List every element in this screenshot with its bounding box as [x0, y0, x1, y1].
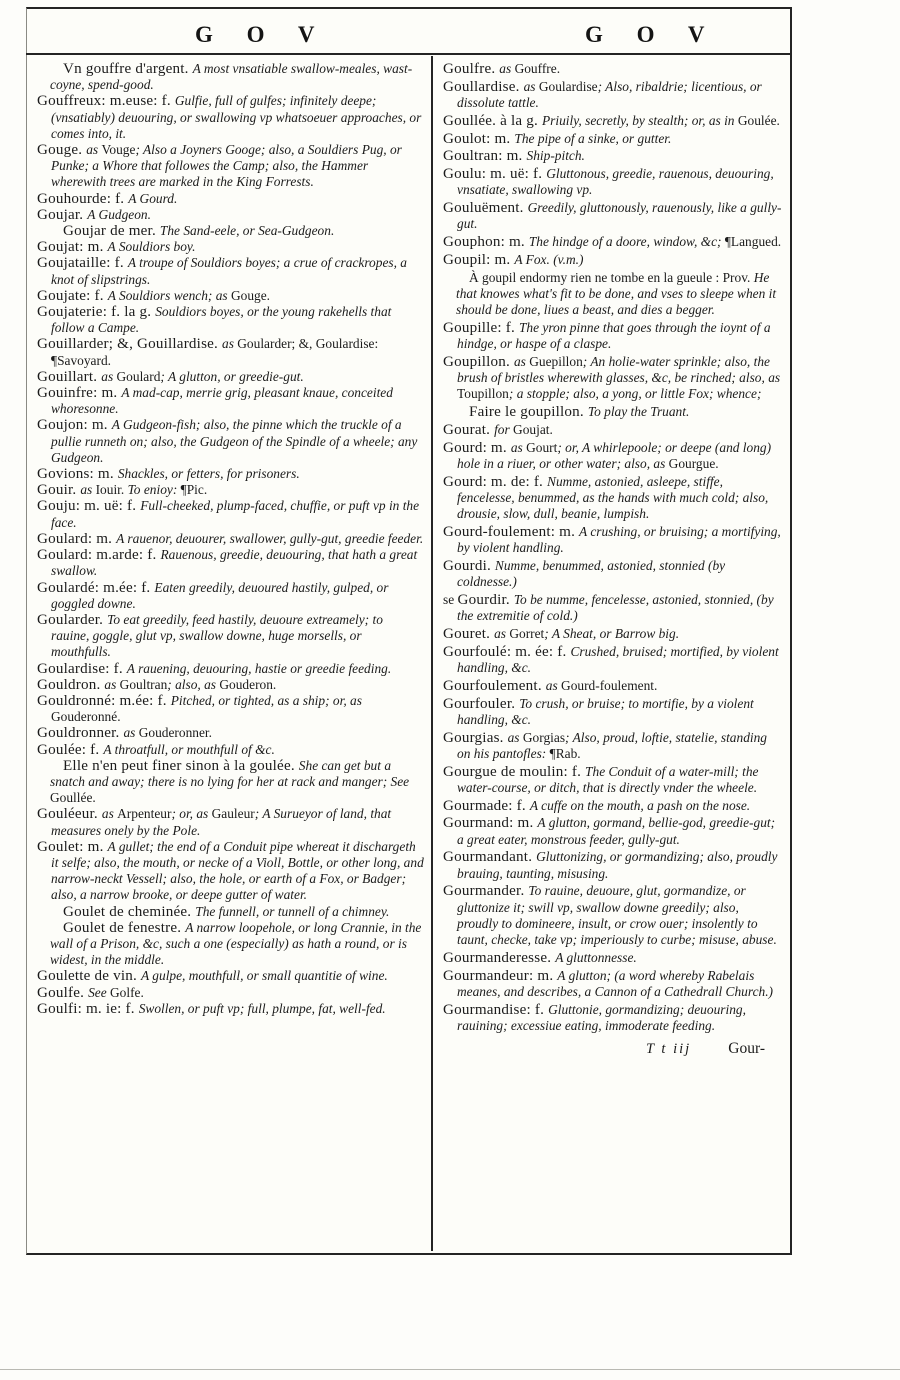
- dictionary-entry: [37, 661, 424, 677]
- dictionary-entry: [443, 592, 783, 624]
- entry-headword: Goulfre.: [443, 61, 500, 77]
- entry-crossref: Gourd-foulement.: [561, 677, 658, 693]
- entry-headword: Goulet de fenestre.: [63, 919, 186, 936]
- entry-gloss: Pitched, or tighted, as a ship; or, as: [170, 692, 362, 708]
- entry-headword: Goullardise.: [443, 78, 524, 95]
- entry-crossref: Vouge: [101, 142, 136, 158]
- dictionary-entry: [443, 696, 783, 728]
- entry-gloss: To play the Truant.: [587, 404, 690, 420]
- dictionary-entry: [443, 131, 783, 147]
- entry-headword: Goulardise: f.: [37, 660, 127, 677]
- entry-gloss: as: [101, 368, 117, 384]
- entry-crossref: Gouderonné.: [51, 709, 121, 725]
- entry-gloss: Souldiors boyes, or the young rakehells that follow a Campe.: [51, 304, 392, 336]
- entry-crossref: Gorgias: [522, 729, 566, 745]
- entry-gloss: A most vnsatiable swallow-meales, wast-coyne, spend-good.: [50, 61, 413, 93]
- entry-headword: Gourmand: m.: [443, 815, 538, 832]
- entry-crossref: Gouffre.: [514, 61, 561, 76]
- entry-headword: Gouju: m. uë: f.: [37, 498, 141, 515]
- dictionary-entry: [443, 644, 783, 676]
- dictionary-entry: [37, 191, 424, 207]
- dictionary-entry: [443, 270, 783, 319]
- running-head-right: G O V: [585, 22, 719, 47]
- entry-gloss: Greedily, gluttonously, rauenously, like a gully-gut.: [457, 200, 782, 232]
- entry-crossref: Arpenteur: [117, 806, 172, 822]
- entry-gloss: A Fox. (v.m.): [514, 251, 584, 267]
- dictionary-entry: [443, 1002, 783, 1034]
- entry-crossref: se: [443, 591, 458, 607]
- entry-headword: Vn gouffre d'argent.: [63, 61, 193, 77]
- entry-headword: Gourd: m.: [443, 439, 511, 456]
- entry-headword: Goulet: m.: [37, 838, 108, 855]
- entry-crossref: Goujat.: [513, 421, 553, 437]
- entry-headword: Gourgue de moulin: f.: [443, 763, 586, 780]
- entry-gloss: as: [510, 439, 527, 455]
- entry-headword: Goulardé: m.ée: f.: [37, 579, 155, 596]
- entry-gloss: The hindge of a doore, window, &c;: [528, 234, 725, 250]
- entry-crossref: ¶Langued.: [724, 234, 782, 250]
- entry-crossref: Gauleur: [211, 806, 255, 822]
- entry-gloss: ; or, A whirlepoole; or deepe (and long) hole in a riuer, or other water; also, as: [457, 439, 772, 471]
- entry-headword: Elle n'en peut finer sinon à la goulée.: [63, 757, 299, 774]
- entry-headword: Gouldron.: [37, 676, 105, 693]
- entry-crossref: Gourt: [526, 439, 558, 455]
- entry-headword: Gourdi.: [443, 557, 495, 574]
- entry-gloss: as: [80, 482, 96, 498]
- dictionary-entry: [37, 466, 424, 482]
- entry-crossref: Gouderon.: [219, 676, 277, 692]
- dictionary-entry: [443, 678, 783, 694]
- dictionary-entry: [443, 61, 783, 77]
- dictionary-entry: [443, 730, 783, 762]
- entry-gloss: Gluttonizing, or gormandizing; also, proudly brauing, taunting, misusing.: [457, 849, 778, 881]
- entry-gloss: To crush, or bruise; to mortifie, by a violent handling, &c.: [457, 695, 754, 727]
- dictionary-entry: [37, 1001, 424, 1017]
- entry-headword: Goujat: m.: [37, 239, 108, 256]
- dictionary-entry: [37, 498, 424, 530]
- dictionary-entry: [443, 558, 783, 590]
- page-frame: [26, 7, 792, 1255]
- dictionary-entry: [443, 113, 783, 129]
- dictionary-entry: [443, 950, 783, 966]
- entry-headword: Gourdir.: [457, 591, 514, 608]
- running-head-row: [27, 18, 790, 56]
- entry-gloss: ; a stopple; also, a yong, or little Fox; whence;: [508, 386, 762, 402]
- entry-headword: Gourmandant.: [443, 849, 537, 866]
- entry-gloss: Rauenous, greedie, deuouring, that hath a great swallow.: [51, 547, 418, 579]
- entry-gloss: as: [499, 61, 515, 76]
- entry-headword: Gourmander.: [443, 883, 529, 900]
- entry-headword: Gourgias.: [443, 729, 508, 746]
- entry-gloss: A throatfull, or mouthfull of &c.: [103, 741, 275, 757]
- entry-crossref: ¶Rab.: [549, 745, 581, 761]
- entry-gloss: A Gudgeon.: [87, 206, 151, 222]
- dictionary-entry: [37, 547, 424, 579]
- entry-gloss: A cuffe on the mouth, a pash on the nose.: [529, 797, 751, 813]
- entry-gloss: To be numme, fencelesse, astonied, stonnied, (by the extremitie of cold.): [457, 591, 774, 624]
- entry-gloss: as: [523, 78, 539, 94]
- entry-headword: Goujate: f.: [37, 287, 108, 304]
- dictionary-entry: [37, 142, 424, 191]
- entry-headword: Gouldronner.: [37, 725, 124, 742]
- dictionary-entry: [443, 798, 783, 814]
- dictionary-entry: [37, 288, 424, 304]
- dictionary-entry: [37, 417, 424, 466]
- entry-gloss: A Souldiors boy.: [107, 239, 196, 255]
- dictionary-entry: [37, 985, 424, 1001]
- entry-headword: Goulette de vin.: [37, 968, 142, 985]
- dictionary-entry: [37, 580, 424, 612]
- entry-headword: Goujar de mer.: [63, 223, 160, 240]
- entry-gloss: ; Also, proud, loftie, statelie, standing on his pantofles:: [457, 729, 768, 761]
- entry-gloss: Ship-pitch.: [526, 148, 585, 164]
- entry-gloss: To enioy:: [127, 482, 181, 498]
- dictionary-entry: [443, 166, 783, 198]
- dictionary-entry: [37, 61, 424, 93]
- entry-gloss: A gluttonnesse.: [555, 949, 637, 965]
- entry-gloss: Numme, astonied, asleepe, stiffe, fencelesse, benummed, as the hands with much cold; also, drousie, slow, dull, beanie, lumpish.: [457, 473, 769, 522]
- entry-gloss: as: [545, 677, 562, 693]
- entry-gloss: ; A Sheat, or Barrow big.: [544, 625, 680, 641]
- entry-headword: Goulet de cheminée.: [63, 903, 196, 920]
- entry-gloss: ; Also, ribaldrie; licentious, or dissolute tattle.: [457, 78, 762, 110]
- entry-headword: Goulu: m. uë: f.: [443, 166, 547, 183]
- entry-headword: Gouir.: [37, 482, 81, 499]
- entry-headword: Gouffreux: m.euse: f.: [37, 93, 175, 110]
- entry-gloss: A crushing, or bruising; a mortifying, by violent handling.: [457, 523, 781, 556]
- entry-headword: Gourfoulé: m. ée: f.: [443, 643, 571, 660]
- entry-gloss: She can get but a snatch and away; there is no lying for her at rack and manger; See: [50, 757, 410, 789]
- entry-headword: Gouphon: m.: [443, 234, 529, 251]
- entry-gloss: A glutton; (a word whereby Rabelais meanes, and describes, a Cannon of a Cathedrall Church.): [457, 967, 774, 999]
- dictionary-entry: [37, 304, 424, 336]
- entry-headword: Goulfe.: [37, 984, 89, 1001]
- entry-crossref: Toupillon: [457, 386, 509, 402]
- dictionary-entry: [37, 482, 424, 498]
- scan-bottom-edge: [0, 1369, 900, 1370]
- entry-gloss: as: [513, 353, 530, 369]
- dictionary-entry: [443, 79, 783, 111]
- dictionary-entry: [443, 815, 783, 847]
- entry-gloss: A Souldiors wench; as: [107, 287, 231, 303]
- entry-gloss: Crushed, bruised; mortified, by violent handling, &c.: [457, 643, 779, 675]
- entry-headword: Gourat.: [443, 421, 495, 438]
- entry-crossref: Goulardise: [538, 78, 598, 94]
- dictionary-entry: [443, 474, 783, 523]
- dictionary-entry: [443, 252, 783, 268]
- entry-gloss: ; A Surueyor of land, that measures onely by the Pole.: [51, 806, 392, 838]
- entry-headword: Gourmandise: f.: [443, 1001, 549, 1018]
- entry-headword: Gourfouler.: [443, 695, 520, 712]
- entry-gloss: A gullet; the end of a Conduit pipe whereat it dischargeth it selfe; also, the mouth, or necke of a Violl, Bottle, or other long, and narrow-neckt Vessell; also, the hole, or earth of a Fox, or Badger; also, a narrow brooke, or deepe gutter of water.: [51, 838, 424, 903]
- entry-gloss: as: [494, 625, 510, 641]
- dictionary-entry: [37, 742, 424, 758]
- entry-headword: Faire le goupillon.: [469, 404, 588, 421]
- dictionary-entry: [37, 223, 424, 239]
- entry-gloss: Gluttonous, greedie, rauenous, deuouring, vnsatiate, swallowing vp.: [457, 166, 774, 198]
- dictionary-entry: [37, 207, 424, 223]
- entry-headword: Goujar.: [37, 206, 88, 223]
- entry-crossref: Gorret: [509, 625, 545, 641]
- dictionary-entry: [37, 904, 424, 920]
- dictionary-entry: [443, 320, 783, 352]
- entry-gloss: Shackles, or fetters, for prisoners.: [117, 466, 300, 482]
- entry-headword: Gouillarder; &, Gouillardise.: [37, 336, 222, 353]
- entry-headword: Gourd: m. de: f.: [443, 473, 548, 490]
- entry-crossref: Gouderonner.: [138, 725, 212, 741]
- foot-line: [443, 1040, 783, 1058]
- entry-headword: Goulard: m.: [37, 530, 117, 547]
- entry-gloss: A rauening, deuouring, hastie or greedie feeding.: [126, 660, 392, 676]
- entry-crossref: Goulard: [116, 368, 161, 384]
- entry-gloss: A narrow loopehole, or long Crannie, in the wall of a Prison, &c, such a one (especially) as hath a round, or is widest, in the middle.: [50, 919, 422, 968]
- entry-crossref: Goullée.: [50, 790, 96, 806]
- entry-headword: Gouge.: [37, 142, 87, 159]
- entry-gloss: for: [494, 421, 514, 437]
- dictionary-entry: [443, 440, 783, 472]
- entry-gloss: A mad-cap, merrie grig, pleasant knaue, conceited whoresonne.: [51, 385, 393, 417]
- entry-headword: Goulot: m.: [443, 130, 515, 147]
- entry-crossref: Gourgue.: [668, 455, 719, 471]
- entry-crossref: Guepillon: [529, 353, 583, 369]
- dictionary-entry: [37, 725, 424, 741]
- dictionary-entry: [443, 968, 783, 1000]
- entry-gloss: See: [88, 984, 110, 1000]
- entry-headword: Goularder.: [37, 611, 108, 628]
- dictionary-entry: [37, 255, 424, 287]
- entry-gloss: A troupe of Souldiors boyes; a crue of crackropes, a knot of slipstrings.: [51, 255, 407, 287]
- entry-gloss: A rauenor, deuourer, swallower, gully-gut, greedie feeder.: [116, 530, 424, 546]
- entry-headword: Gouret.: [443, 625, 495, 642]
- dictionary-entry: [37, 839, 424, 904]
- entry-gloss: Eaten greedily, deuoured hastily, gulped, or goggled downe.: [51, 579, 389, 611]
- signature-mark: T t iij: [646, 1040, 692, 1057]
- entry-crossref: Iouir.: [95, 482, 128, 498]
- dictionary-entry: [443, 234, 783, 250]
- dictionary-entry: [443, 849, 783, 881]
- entry-gloss: A Gudgeon-fish; also, the pinne which the truckle of a pullie runneth on; also, the Gudgeon of the Spindle of a wheele; any Gudgeon.: [51, 417, 418, 465]
- entry-gloss: A Gourd.: [128, 190, 178, 206]
- entry-headword: Goulée: f.: [37, 741, 104, 758]
- entry-headword: Gouhourde: f.: [37, 190, 129, 207]
- entry-gloss: A gulpe, mouthfull, or small quantitie of wine.: [141, 968, 388, 984]
- entry-headword: Goulfi: m. ie: f.: [37, 1000, 139, 1017]
- entry-gloss: The Conduit of a water-mill; the water-course, or ditch, that is directly vnder the wheele.: [457, 763, 759, 795]
- entry-headword: Gouinfre: m.: [37, 385, 122, 402]
- entry-crossref: Gouge.: [230, 287, 271, 303]
- entry-gloss: The yron pinne that goes through the ioynt of a hindge, or haspe of a claspe.: [457, 319, 771, 352]
- dictionary-entry: [443, 148, 783, 164]
- entry-gloss: ; Also a Joyners Googe; also, a Souldiers Pug, or Punke; a Whore that followes the Camp; also, the Hammer wherewith trees are marked in the King Forrests.: [51, 142, 402, 190]
- entry-crossref: Goulée.: [737, 112, 780, 128]
- entry-gloss: Gluttonie, gormandizing; deuouring, rauining; excessiue eating, immoderate feeding.: [457, 1001, 746, 1033]
- dictionary-entry: [443, 354, 783, 403]
- entry-headword: Goujataille: f.: [37, 255, 128, 272]
- entry-headword: Gouléeur.: [37, 806, 102, 823]
- dictionary-entry: [37, 385, 424, 417]
- entry-gloss: Priuily, secretly, by stealth; or, as in: [541, 112, 738, 128]
- entry-gloss: ; A glutton, or greedie-gut.: [160, 368, 304, 384]
- dictionary-entry: [37, 336, 424, 368]
- dictionary-entry: [443, 422, 783, 438]
- entry-gloss: Gulfie, full of gulfes; infinitely deepe; (vnsatiably) deuouring, or swallowing vp whatsoeuer approaches, or comes into, it.: [51, 93, 422, 141]
- entry-crossref: Goultran: [119, 676, 168, 692]
- dictionary-entry: [37, 93, 424, 142]
- dictionary-entry: [443, 200, 783, 232]
- entry-gloss: as: [123, 725, 139, 741]
- entry-headword: Goujon: m.: [37, 417, 112, 434]
- entry-gloss: ; also, as: [167, 676, 220, 692]
- entry-headword: Gourmandeur: m.: [443, 967, 558, 984]
- entry-headword: Gouluëment.: [443, 200, 528, 217]
- entry-gloss: Swollen, or puft vp; full, plumpe, fat, well-fed.: [138, 1000, 386, 1016]
- column-right: [431, 56, 790, 1251]
- dictionary-entry: [37, 612, 424, 661]
- entry-headword: Goullée. à la g.: [443, 112, 542, 129]
- entry-headword: Gourd-foulement: m.: [443, 523, 580, 540]
- entry-crossref: Goularder; &, Goulardise: ¶Savoyard.: [51, 336, 379, 368]
- entry-gloss: as: [101, 806, 118, 822]
- entry-headword: Gouillart.: [37, 368, 102, 385]
- dictionary-entry: [37, 920, 424, 969]
- entry-gloss: Numme, benummed, astonied, stonnied (by coldnesse.): [457, 557, 726, 590]
- entry-gloss: ; or, as: [171, 806, 212, 822]
- entry-gloss: The pipe of a sinke, or gutter.: [514, 130, 672, 146]
- entry-headword: Gourmade: f.: [443, 797, 530, 814]
- dictionary-entry: [37, 239, 424, 255]
- dictionary-entry: [443, 883, 783, 948]
- entry-gloss: To eat greedily, feed hastily, deuoure extreamely; to rauine, goggle, glut vp, swallow downe, huge morsells, or mouthfulls.: [51, 611, 383, 660]
- dictionary-entry: [37, 693, 424, 725]
- dictionary-entry: [443, 626, 783, 642]
- entry-gloss: as: [222, 336, 238, 352]
- entry-gloss: He that knowes what's fit to be done, and vses to sleepe when it should be done, liues a beast, and dies a begger.: [456, 269, 777, 318]
- entry-gloss: The Sand-eele, or Sea-Gudgeon.: [159, 223, 335, 239]
- entry-headword: Govions: m.: [37, 466, 118, 483]
- entry-gloss: as: [86, 142, 102, 158]
- entry-gloss: as: [507, 729, 523, 745]
- entry-crossref: À goupil endormy rien ne tombe en la gueule : Prov.: [469, 269, 754, 285]
- dictionary-entry: [37, 531, 424, 547]
- entry-headword: Gouldronné: m.ée: f.: [37, 692, 171, 709]
- dictionary-entry: [37, 677, 424, 693]
- dictionary-entry: [443, 404, 783, 420]
- catchword: Gour-: [728, 1039, 765, 1057]
- entry-headword: Gourmanderesse.: [443, 949, 556, 966]
- text-columns: [27, 56, 790, 1251]
- entry-gloss: A glutton, gormand, bellie-god, greedie-gut; a great eater, monstrous feeder, gully-gut.: [457, 815, 776, 847]
- entry-gloss: ; An holie-water sprinkle; also, the brush of bristles wherewith glasses, &c, be rinched; also, as: [457, 353, 781, 386]
- entry-gloss: as: [104, 676, 120, 692]
- dictionary-entry: [37, 806, 424, 838]
- entry-headword: Goultran: m.: [443, 148, 527, 165]
- entry-crossref: Golfe.: [110, 984, 144, 1000]
- entry-headword: Goupil: m.: [443, 251, 515, 268]
- dictionary-entry: [37, 968, 424, 984]
- entry-gloss: To rauine, deuoure, glut, gormandize, or gluttonize it; swill vp, swallow downe greedily; also, proudly to domineere, insult, or crow ouer; insolently to taunt, checke, take vp; imperiously to curbe; misuse, abuse.: [457, 883, 777, 947]
- entry-headword: Goupille: f.: [443, 319, 519, 336]
- running-head-left: G O V: [195, 22, 329, 47]
- dictionary-entry: [37, 369, 424, 385]
- entry-gloss: The funnell, or tunnell of a chimney.: [195, 903, 390, 919]
- column-left: [27, 56, 431, 1251]
- dictionary-entry: [37, 758, 424, 807]
- entry-headword: Goupillon.: [443, 353, 514, 370]
- entry-crossref: ¶Pic.: [180, 482, 208, 498]
- entry-headword: Goujaterie: f. la g.: [37, 304, 156, 321]
- entry-gloss: Full-cheeked, plump-faced, chuffie, or puft vp in the face.: [51, 498, 420, 530]
- entry-headword: Gourfoulement.: [443, 677, 546, 694]
- dictionary-entry: [443, 524, 783, 556]
- dictionary-entry: [443, 764, 783, 796]
- entry-headword: Goulard: m.arde: f.: [37, 547, 161, 564]
- header-rule: [26, 53, 791, 55]
